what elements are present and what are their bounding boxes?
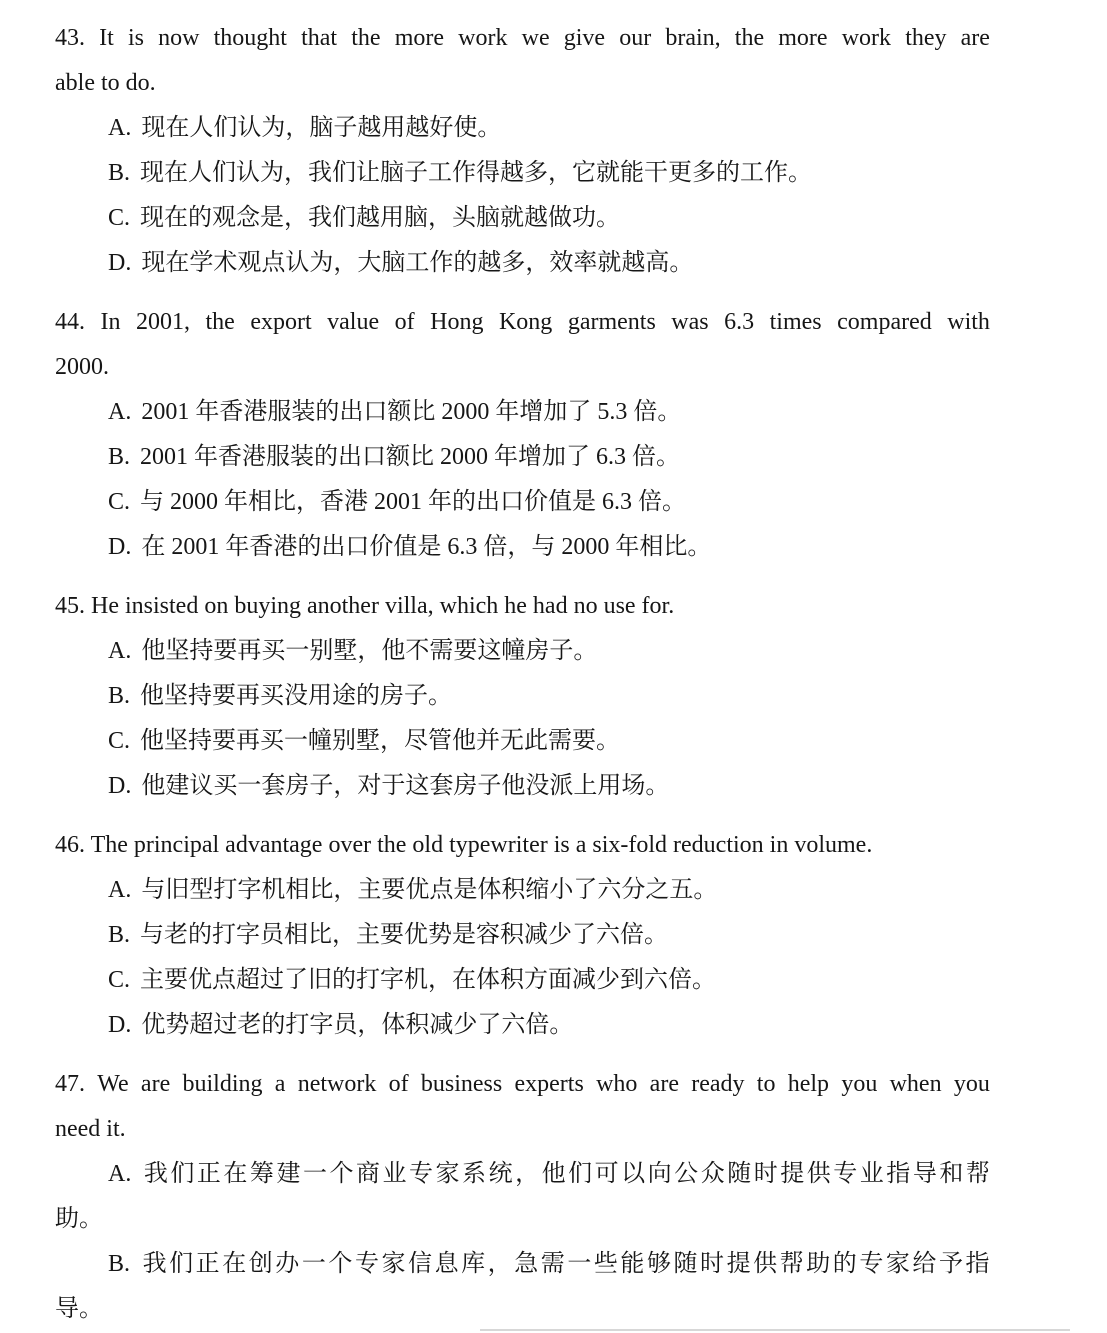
option-line-D	[55, 1003, 990, 1048]
word: 47.	[55, 1071, 85, 1097]
option-line-B	[55, 674, 990, 719]
question-stem-line: 46. The principal advantage over the old typewriter is a six-fold reduction in volume.	[55, 832, 873, 858]
char: 个	[329, 1161, 354, 1187]
char: 需	[540, 1251, 565, 1277]
char: 给	[912, 1251, 937, 1277]
char: 够	[646, 1251, 671, 1277]
option-line-A	[55, 390, 990, 435]
char: 商	[355, 1161, 380, 1187]
option-label: C.	[108, 967, 131, 993]
char: 系	[462, 1161, 487, 1187]
char: ，	[515, 1161, 540, 1187]
char: 我	[143, 1161, 168, 1187]
question-44	[55, 300, 990, 570]
option-continuation-line: 助。	[55, 1206, 103, 1232]
option-text: 他坚持要再买一幢别墅，尽管他并无此需要。	[140, 728, 621, 754]
option-label: A.	[108, 399, 132, 425]
question-43	[55, 16, 990, 286]
char: 随	[727, 1161, 752, 1187]
word: give	[563, 25, 606, 51]
word: 6.3	[724, 309, 755, 335]
char: 时	[700, 1251, 725, 1277]
char: 可	[594, 1161, 619, 1187]
option-line-D	[55, 241, 990, 286]
char: 能	[620, 1251, 645, 1277]
word: you	[953, 1071, 990, 1097]
char: 信	[408, 1251, 433, 1277]
option-line-C	[55, 196, 990, 241]
option-label: B.	[108, 1251, 131, 1277]
option-line-B	[55, 151, 990, 196]
char: 业	[382, 1161, 407, 1187]
option-text: 现在的观念是，我们越用脑，头脑就越做功。	[140, 205, 621, 231]
char: 指	[965, 1251, 990, 1277]
word: are	[960, 25, 990, 51]
word: experts	[514, 1071, 584, 1097]
option-text: 与老的打字员相比，主要优势是容积减少了六倍。	[140, 922, 669, 948]
option-line-C	[55, 958, 990, 1003]
char: 库	[461, 1251, 486, 1277]
option-label: B.	[108, 922, 131, 948]
word: value	[327, 309, 380, 335]
char: 专	[409, 1161, 434, 1187]
option-text: 现在人们认为，我们让脑子工作得越多，它就能干更多的工作。	[140, 160, 813, 186]
word: building	[182, 1071, 263, 1097]
word: compared	[837, 309, 932, 335]
char: 公	[674, 1161, 699, 1187]
char: 提	[726, 1251, 751, 1277]
option-line-C	[55, 719, 990, 764]
char: 助	[806, 1251, 831, 1277]
option-line-D	[55, 525, 990, 570]
char: 以	[621, 1161, 646, 1187]
option-label: A.	[108, 115, 132, 141]
char: 急	[514, 1251, 539, 1277]
char: 一	[301, 1251, 326, 1277]
char: 时	[753, 1161, 778, 1187]
option-text: 他建议买一套房子，对于这套房子他没派上用场。	[141, 773, 670, 799]
option-label: A.	[108, 877, 132, 903]
word: now	[158, 25, 200, 51]
char: 业	[859, 1161, 884, 1187]
char: 家	[381, 1251, 406, 1277]
char: 他	[541, 1161, 566, 1187]
question-45	[55, 584, 990, 809]
char: 在	[223, 1161, 248, 1187]
char: 提	[780, 1161, 805, 1187]
char: 正	[195, 1251, 220, 1277]
char: ，	[487, 1251, 512, 1277]
word: business	[420, 1071, 503, 1097]
word: who	[596, 1071, 638, 1097]
char: 们	[568, 1161, 593, 1187]
option-label: D.	[108, 1012, 132, 1038]
option-line-A	[55, 106, 990, 151]
question-stem-line	[55, 300, 990, 345]
option-line-B	[55, 913, 990, 958]
word: It	[99, 25, 114, 51]
option-text: 2001 年香港服装的出口额比 2000 年增加了 5.3 倍。	[141, 399, 682, 425]
word: ready	[691, 1071, 745, 1097]
word: garments	[567, 309, 656, 335]
option-label: D.	[108, 773, 132, 799]
word: a	[274, 1071, 286, 1097]
word: the	[205, 309, 235, 335]
option-line-B	[55, 1242, 990, 1287]
word: times	[769, 309, 822, 335]
word: 2001,	[136, 309, 190, 335]
char: 创	[248, 1251, 273, 1277]
option-continuation-line: 导。	[55, 1296, 103, 1322]
option-label: C.	[108, 489, 131, 515]
char: 向	[647, 1161, 672, 1187]
char: 些	[593, 1251, 618, 1277]
word: was	[671, 309, 709, 335]
word: export	[250, 309, 312, 335]
word: that	[301, 25, 338, 51]
option-line-A	[55, 629, 990, 674]
option-text: 在 2001 年香港的出口价值是 6.3 倍，与 2000 年相比。	[141, 534, 712, 560]
char: 导	[912, 1161, 937, 1187]
word: of	[394, 309, 415, 335]
char: 一	[302, 1161, 327, 1187]
option-text: 他坚持要再买没用途的房子。	[140, 683, 453, 709]
question-stem-line: 45. He insisted on buying another villa, which he had no use for.	[55, 593, 675, 619]
word: work	[841, 25, 892, 51]
word: network	[297, 1071, 377, 1097]
char: 息	[434, 1251, 459, 1277]
char: 正	[196, 1161, 221, 1187]
option-text: 他坚持要再买一别墅，他不需要这幢房子。	[141, 638, 598, 664]
option-label: B.	[108, 683, 131, 709]
option-label: C.	[108, 728, 131, 754]
word: you	[841, 1071, 878, 1097]
word: brain,	[665, 25, 721, 51]
char: 专	[859, 1251, 884, 1277]
word: are	[649, 1071, 679, 1097]
word: 44.	[55, 309, 85, 335]
word: to	[756, 1071, 776, 1097]
word: our	[619, 25, 652, 51]
char: 在	[222, 1251, 247, 1277]
question-47	[55, 1062, 990, 1332]
word: more	[778, 25, 828, 51]
char: 们	[170, 1161, 195, 1187]
word: more	[394, 25, 444, 51]
word: they	[905, 25, 947, 51]
option-label: C.	[108, 205, 131, 231]
char: 我	[142, 1251, 167, 1277]
question-stem-line: able to do.	[55, 70, 156, 96]
char: 家	[885, 1251, 910, 1277]
option-line-A	[55, 1152, 990, 1197]
char: 众	[700, 1161, 725, 1187]
option-line-C	[55, 480, 990, 525]
word: is	[127, 25, 144, 51]
char: 家	[435, 1161, 460, 1187]
char: 统	[488, 1161, 513, 1187]
option-text: 2001 年香港服装的出口额比 2000 年增加了 6.3 倍。	[140, 444, 681, 470]
option-label: D.	[108, 250, 132, 276]
option-text: 现在学术观点认为，大脑工作的越多，效率就越高。	[141, 250, 694, 276]
char: 供	[806, 1161, 831, 1187]
question-stem-line: need it.	[55, 1116, 126, 1142]
option-label: B.	[108, 444, 131, 470]
word: help	[787, 1071, 830, 1097]
word: Kong	[498, 309, 553, 335]
char: 和	[939, 1161, 964, 1187]
char: 予	[938, 1251, 963, 1277]
char: 专	[833, 1161, 858, 1187]
option-line-A	[55, 868, 990, 913]
char: 帮	[779, 1251, 804, 1277]
word: Hong	[430, 309, 484, 335]
option-text: 现在人们认为，脑子越用越好使。	[141, 115, 502, 141]
word: are	[140, 1071, 171, 1097]
word: In	[100, 309, 121, 335]
question-stem-line: 2000.	[55, 354, 109, 380]
word: the	[734, 25, 765, 51]
word: of	[388, 1071, 409, 1097]
char: 筹	[249, 1161, 274, 1187]
word: with	[947, 309, 990, 335]
char: 一	[567, 1251, 592, 1277]
char: 的	[832, 1251, 857, 1277]
char: 供	[753, 1251, 778, 1277]
question-list	[55, 16, 990, 1332]
option-label: A.	[108, 1161, 132, 1187]
question-stem-line	[55, 16, 990, 61]
word: thought	[213, 25, 287, 51]
word: when	[889, 1071, 942, 1097]
word: the	[351, 25, 381, 51]
char: 个	[328, 1251, 353, 1277]
option-line-B	[55, 435, 990, 480]
char: 指	[886, 1161, 911, 1187]
question-stem-line	[55, 1062, 990, 1107]
option-text: 主要优点超过了旧的打字机，在体积方面减少到六倍。	[140, 967, 717, 993]
option-label: D.	[108, 534, 132, 560]
option-label: A.	[108, 638, 132, 664]
char: 建	[276, 1161, 301, 1187]
option-label: B.	[108, 160, 131, 186]
option-text: 与 2000 年相比，香港 2001 年的出口价值是 6.3 倍。	[140, 489, 687, 515]
word: We	[97, 1071, 129, 1097]
word: we	[521, 25, 550, 51]
char: 们	[169, 1251, 194, 1277]
option-text: 优势超过老的打字员，体积减少了六倍。	[141, 1012, 574, 1038]
question-46	[55, 823, 990, 1048]
option-line-D	[55, 764, 990, 809]
char: 帮	[965, 1161, 990, 1187]
word: 43.	[55, 25, 85, 51]
char: 随	[673, 1251, 698, 1277]
char: 办	[275, 1251, 300, 1277]
word: work	[458, 25, 508, 51]
scan-artifact-line	[480, 1329, 1070, 1331]
option-text: 与旧型打字机相比，主要优点是体积缩小了六分之五。	[141, 877, 718, 903]
char: 专	[354, 1251, 379, 1277]
